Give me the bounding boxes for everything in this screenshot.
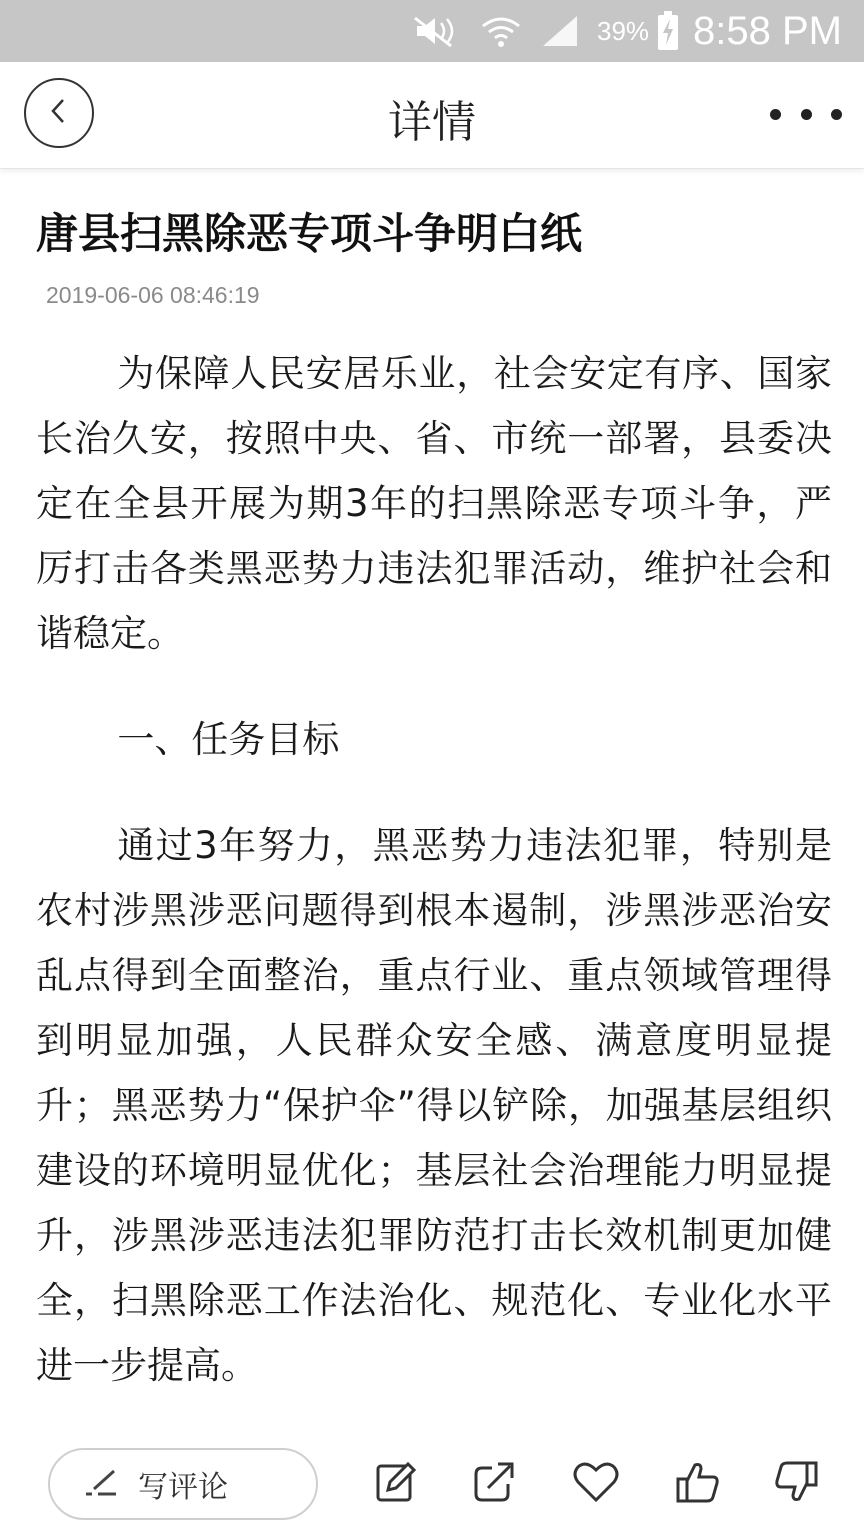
edit-button[interactable] xyxy=(368,1456,424,1512)
pencil-icon xyxy=(80,1465,120,1503)
battery-charging-icon xyxy=(657,11,679,51)
more-dots-icon xyxy=(770,109,842,120)
nav-bar xyxy=(0,62,864,169)
status-bar xyxy=(0,0,864,62)
comment-placeholder: 写评论 xyxy=(138,1470,228,1505)
article-paragraph: 为保障人民安居乐业，社会安定有序、国家长治久安，按照中央、省、市统一部署，县委决定在全县开展为期3年的扫黑除恶专项斗争，严厉打击各类黑恶势力违法犯罪活动，维护社会和谐稳定。 xyxy=(36,352,832,655)
wifi-icon xyxy=(481,14,521,48)
share-icon xyxy=(472,1460,516,1508)
dislike-button[interactable] xyxy=(768,1456,824,1512)
comment-input[interactable] xyxy=(48,1448,318,1520)
thumbs-up-icon xyxy=(675,1459,721,1509)
favorite-button[interactable] xyxy=(568,1456,624,1512)
bottom-action-bar xyxy=(0,1440,864,1536)
share-button[interactable] xyxy=(466,1456,522,1512)
thumbs-down-icon xyxy=(773,1459,819,1509)
clock: 8:58 PM xyxy=(693,8,842,53)
more-button[interactable] xyxy=(766,92,846,136)
edit-icon xyxy=(374,1460,418,1508)
signal-icon xyxy=(539,14,579,48)
mute-icon xyxy=(411,14,463,48)
article-date: 2019-06-06 08:46:19 xyxy=(46,282,260,308)
article-title: 唐县扫黑除恶专项斗争明白纸 xyxy=(36,209,583,258)
article-content xyxy=(36,168,832,1398)
favorite-heart-icon xyxy=(572,1460,620,1508)
page-title: 详情 xyxy=(388,97,476,148)
article-paragraph: 通过3年努力，黑恶势力违法犯罪，特别是农村涉黑涉恶问题得到根本遏制，涉黑涉恶治安乱点得到全面整治，重点行业、重点领域管理得到明显加强，人民群众安全感、满意度明显提升；黑恶势力“保护伞”得以铲除，加强基层组织建设的环境明显优化；基层社会治理能力明显提升，涉黑涉恶违法犯罪防范打击长效机制更加健全，扫黑除恶工作法治化、规范化、专业化水平进一步提高。 xyxy=(36,824,832,1387)
section-heading: 一、任务目标 xyxy=(117,718,340,761)
like-button[interactable] xyxy=(670,1456,726,1512)
battery-percent: 39% xyxy=(596,15,650,46)
